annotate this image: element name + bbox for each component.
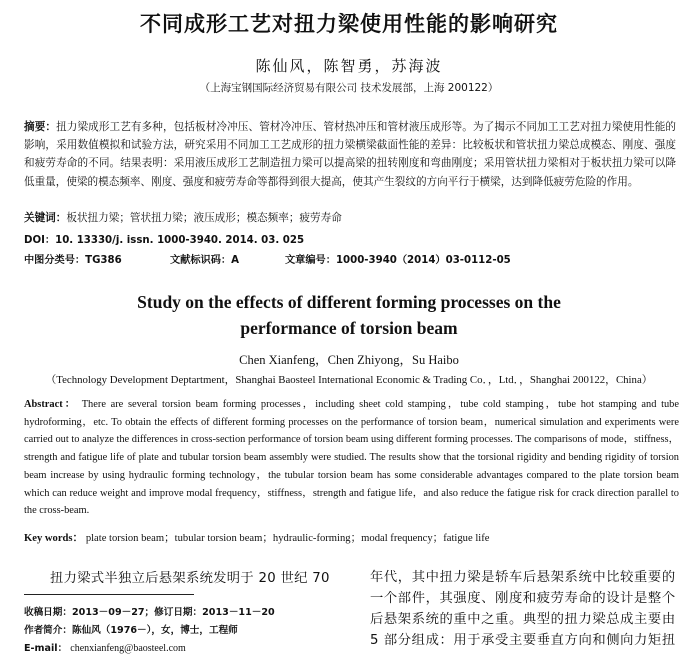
email-label: E-mail： — [24, 643, 68, 654]
doi-line — [24, 231, 304, 246]
abstract-cn — [24, 118, 676, 191]
doc-code-value: A — [231, 255, 240, 266]
affiliation-cn: （上海宝钢国际经济贸易有限公司 技术发展部，上海 200122） — [199, 82, 499, 94]
authors-cn: 陈仙风，陈智勇，苏海波 — [255, 57, 443, 75]
keywords-cn-label: 关键词： — [24, 212, 67, 224]
doc-code-line — [170, 251, 239, 266]
body-right-line-2: 一个部件，其强度、刚度和疲劳寿命的设计是整个 — [370, 591, 676, 606]
abstract-cn-label: 摘要： — [24, 121, 57, 133]
keywords-en — [24, 530, 489, 545]
footnote-email — [24, 640, 186, 654]
article-number-line — [285, 251, 511, 266]
clc-label: 中图分类号： — [24, 255, 86, 266]
email-address: chenxianfeng@baosteel.com — [70, 643, 186, 654]
title-en-line2: performance of torsion beam — [240, 318, 458, 338]
classification-line — [24, 251, 122, 266]
keywords-cn-text: 板状扭力梁；管状扭力梁；液压成形；模态频率；疲劳寿命 — [66, 212, 342, 224]
doi-text: 10. 13330/j. issn. 1000-3940. 2014. 03. 025 — [55, 235, 305, 246]
title-en-line1: Study on the effects of different forming processes on the — [137, 292, 561, 312]
abstract-en-label: Abstract： — [24, 399, 78, 410]
affiliation-en: （Technology Development Deptartment，Shanghai Baosteel International Economic & Trading Co．，Ltd．，Shanghai 200122，China） — [45, 374, 653, 386]
abstract-en-text: There are several torsion beam forming processes，including sheet cold stamping，tube cold stamping，tube hot stamping and tube hydroforming，etc. To obtain the effects of different forming processes on the performance of torsion beam，numerical simulation and experiments were carried out to analyze the differences in cross-section performance of torsion beam using different forming processes. The comparisons of mode，stiffness，strength and fatigue life of plate and tubular torsion beam assembly were studied. The results show that the torsional rigidity and bending rigidity of torsion beam increase by using hydraulic forming technology，the tubular torsion beam has some considerable advantages compared to the plate torsion beam which can reduce weight and improve modal frequency，stiffness，strength and fatigue life，and also reduce the fatigue risk for crack direction parallel to the cross-beam. — [24, 399, 679, 517]
title-en — [0, 289, 698, 341]
article-number-label: 文章编号： — [285, 255, 336, 266]
footnote-divider — [24, 594, 194, 595]
doi-label: DOI： — [24, 235, 56, 246]
keywords-en-text: plate torsion beam；tubular torsion beam；hydraulic-forming；modal frequency；fatigue life — [85, 533, 490, 544]
clc-value: TG386 — [85, 255, 122, 266]
footnote-received: 收稿日期：2013－09－27；修订日期：2013－11－20 — [24, 607, 275, 618]
body-right-line-3: 后悬架系统的重中之重。典型的扭力梁总成主要由 — [370, 612, 676, 627]
body-right-line-1: 年代，其中扭力梁是轿车后悬架系统中比较重要的 — [370, 570, 676, 585]
title-cn: 不同成形工艺对扭力梁使用性能的影响研究 — [140, 12, 558, 36]
abstract-en — [24, 396, 679, 520]
body-right-column — [370, 567, 680, 651]
body-right-line-4: 5 部分组成：用于承受主要垂直方向和侧向力矩扭 — [370, 633, 676, 648]
article-number-value: 1000-3940（2014）03-0112-05 — [335, 255, 511, 266]
doc-code-label: 文献标识码： — [170, 255, 232, 266]
authors-en: Chen Xianfeng，Chen Zhiyong，Su Haibo — [239, 353, 459, 367]
keywords-en-label: Key words： — [24, 533, 84, 544]
keywords-cn — [24, 210, 342, 225]
abstract-cn-text: 扭力梁成形工艺有多种，包括板材冷冲压、管材冷冲压、管材热冲压和管材液压成形等。为了揭示不同加工工艺对扭力梁使用性能的影响，采用数值模拟和试验方法，研究采用不同加工工艺成形的扭力梁横梁截面性能的差异：比较板状和管状扭力梁总成模态、刚度、强度和疲劳寿命的不同。结果表明：采用液压成形工艺制造扭力梁可以提高梁的扭转刚度和弯曲刚度；采用管状扭力梁相对于板状扭力梁可以降低重量，使梁的模态频率、刚度、强度和疲劳寿命等都得到很大提高，使其产生裂纹的方向平行于横梁，达到降低疲劳危险的作用。 — [24, 121, 677, 188]
body-left-intro: 扭力梁式半独立后悬架系统发明于 20 世纪 70 — [50, 571, 330, 586]
footnote-author-intro: 作者简介：陈仙风（1976－），女，博士，工程师 — [24, 625, 238, 636]
